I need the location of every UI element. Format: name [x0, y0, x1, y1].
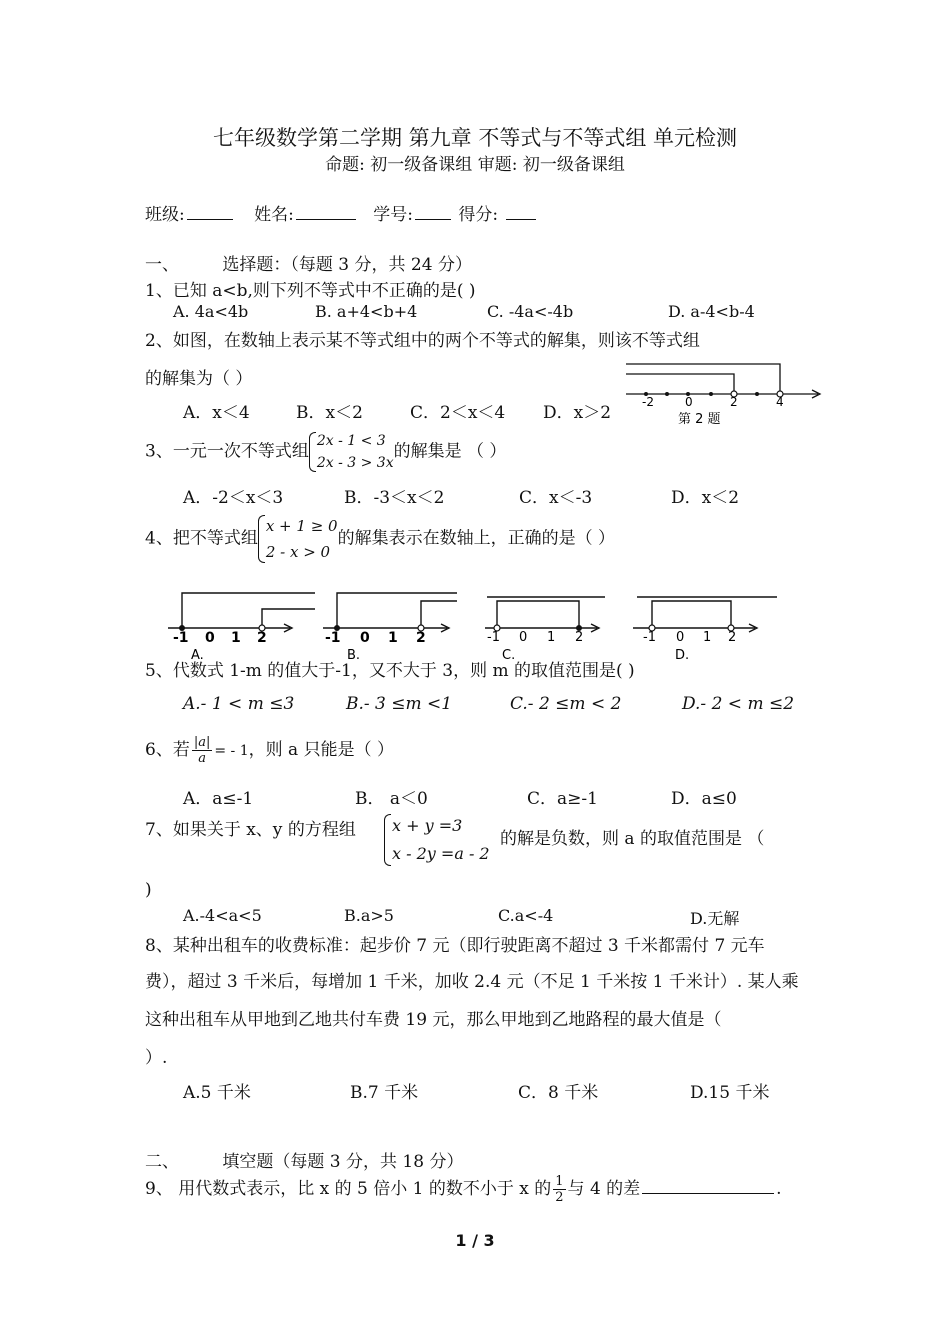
q2-number-line-figure [620, 356, 830, 428]
q6-option-c: C．a≥-1 [527, 789, 598, 809]
q1-option-c: C. -4a<-4b [487, 302, 574, 321]
score-label: 得分: [458, 205, 499, 225]
name-label: 姓名: [254, 205, 294, 225]
question-2-stem-line2: 的解集为（ ） [145, 369, 253, 389]
q4b-label-2: 2 [416, 630, 426, 646]
q9-suffix: 与 4 的差 [567, 1179, 641, 1199]
q4-suffix: 的解集表示在数轴上，正确的是（ ） [337, 528, 615, 549]
question-8-line3: 这种出租车从甲地到乙地共付车费 19 元，那么甲地到乙地路程的最大值是（ [145, 1010, 722, 1030]
q3-option-a: A．-2＜x＜3 [183, 488, 284, 508]
q8-option-c: C．8 千米 [518, 1083, 599, 1103]
q6-equation-rhs: = - 1 [214, 743, 249, 759]
q4d-label-1: 1 [703, 630, 712, 645]
q4b-label-1: 1 [388, 630, 398, 646]
q4-inequality-system [258, 513, 338, 565]
section-2-title: 填空题（每题 3 分，共 18 分） [222, 1152, 464, 1172]
q6-option-b: B． a＜0 [355, 789, 428, 809]
name-blank[interactable] [296, 203, 356, 220]
page-number: 1 / 3 [455, 1231, 495, 1250]
q6-option-d: D．a≤0 [671, 789, 737, 809]
class-blank[interactable] [187, 203, 233, 220]
q9-fraction-numerator: 1 [555, 1174, 564, 1189]
question-9 [145, 1174, 782, 1205]
q5-option-d: D.- 2 < m ≤2 [682, 694, 795, 714]
q6-fraction-numerator: |a| [193, 735, 211, 750]
q4d-label-neg1: -1 [643, 630, 656, 645]
q4c-label-0: 0 [519, 630, 528, 645]
section-1-title: 选择题：（每题 3 分，共 24 分） [222, 255, 472, 275]
q7-system-row-2: x - 2y =a - 2 [392, 844, 490, 863]
q4-option-c-letter: C. [502, 648, 516, 663]
q7-system-row-1: x + y =3 [392, 816, 463, 835]
question-5-stem: 5、代数式 1-m 的值大于-1，又不大于 3，则 m 的取值范围是( ) [145, 661, 635, 681]
q6-prefix: 6、若 [145, 740, 190, 760]
student-info-row [145, 200, 538, 225]
q4-system-row-2: 2 - x > 0 [265, 543, 331, 561]
q4c-label-1: 1 [547, 630, 556, 645]
q2-option-c: C．2＜x＜4 [410, 403, 506, 423]
q9-answer-blank[interactable] [642, 1177, 774, 1194]
q2-option-a: A．x＜4 [183, 403, 250, 423]
q3-option-d: D．x＜2 [671, 488, 740, 508]
q4d-label-0: 0 [676, 630, 685, 645]
section-2-number: 二、 [145, 1152, 179, 1172]
section-1-heading [145, 250, 472, 275]
q4b-label-0: 0 [360, 630, 370, 646]
q7-equation-system [384, 812, 490, 868]
q8-option-d: D.15 千米 [690, 1083, 770, 1103]
page-title: 七年级数学第二学期 第九章 不等式与不等式组 单元检测 [212, 126, 738, 150]
q1-option-b: B. a+4<b+4 [315, 302, 418, 321]
q8-option-a: A.5 千米 [183, 1083, 251, 1103]
question-3 [145, 430, 506, 474]
q4-prefix: 4、把不等式组 [145, 528, 258, 549]
q1-option-d: D. a-4<b-4 [668, 302, 755, 321]
q3-option-c: C．x＜-3 [519, 488, 593, 508]
question-4 [145, 513, 615, 565]
q4a-label-0: 0 [205, 630, 215, 646]
q3-inequality-system [309, 430, 394, 474]
q4c-label-neg1: -1 [487, 630, 500, 645]
question-7-prefix: 7、如果关于 x、y 的方程组 [145, 820, 356, 840]
q9-end: . [776, 1179, 782, 1199]
id-blank[interactable] [415, 203, 451, 220]
q3-system-row-2: 2x - 3 > 3x [316, 455, 394, 471]
q4a-label-2: 2 [257, 630, 267, 646]
q9-fraction [553, 1174, 565, 1205]
question-2-stem-line1: 2、如图，在数轴上表示某不等式组中的两个不等式的解集，则该不等式组 [145, 331, 700, 351]
q2-axis-label-0: 0 [685, 395, 693, 409]
page-subtitle: 命题: 初一级备课组 审题: 初一级备课组 [325, 155, 625, 175]
q7-option-b: B.a>5 [344, 906, 394, 925]
q6-fraction [192, 735, 213, 766]
q6-suffix: ，则 a 只能是（ ） [248, 740, 394, 760]
score-blank[interactable] [506, 203, 536, 220]
q7-option-d: D.无解 [690, 909, 740, 928]
q1-option-a: A. 4a<4b [173, 302, 249, 321]
q4-option-d-letter: D. [675, 648, 690, 663]
q6-fraction-denominator: a [198, 751, 206, 766]
q2-option-b: B．x＜2 [296, 403, 363, 423]
q7-option-a: A.-4<a<5 [183, 906, 262, 925]
q4d-label-2: 2 [728, 630, 737, 645]
q3-suffix: 的解集是 （ ） [393, 441, 507, 462]
q3-system-row-1: 2x - 1 < 3 [316, 433, 386, 449]
q2-axis-label-2: 2 [730, 395, 738, 409]
question-7-line2: ) [145, 880, 152, 900]
q3-prefix: 3、一元一次不等式组 [145, 441, 309, 462]
question-8-line4: ）. [145, 1048, 168, 1068]
q8-option-b: B.7 千米 [350, 1083, 419, 1103]
q3-option-b: B．-3＜x＜2 [344, 488, 445, 508]
question-7-suffix: 的解是负数，则 a 的取值范围是 （ [500, 829, 765, 849]
question-8-line2: 费），超过 3 千米后，每增加 1 千米，加收 2.4 元（不足 1 千米按 1 千米计）. 某人乘 [145, 972, 799, 992]
section-2-heading [145, 1147, 463, 1172]
question-6 [145, 735, 394, 766]
q5-option-c: C.- 2 ≤m < 2 [510, 694, 622, 714]
q6-option-a: A．a≤-1 [183, 789, 254, 809]
question-1-stem: 1、已知 a<b,则下列不等式中不正确的是( ) [145, 281, 476, 301]
q7-option-c: C.a<-4 [498, 906, 554, 925]
q4-option-b-letter: B. [347, 648, 361, 663]
q4a-label-neg1: -1 [173, 630, 189, 646]
q4c-label-2: 2 [575, 630, 584, 645]
section-1-number: 一、 [145, 255, 179, 275]
q5-option-b: B.- 3 ≤m <1 [346, 694, 453, 714]
question-8-line1: 8、某种出租车的收费标准：起步价 7 元（即行驶距离不超过 3 千米都需付 7 元车 [145, 936, 765, 956]
q4a-label-1: 1 [231, 630, 241, 646]
q4b-label-neg1: -1 [325, 630, 341, 646]
id-label: 学号: [373, 205, 414, 225]
q9-prefix: 9、 用代数式表示，比 x 的 5 倍小 1 的数不小于 x 的 [145, 1179, 552, 1199]
q4-options-figure [165, 585, 790, 665]
q2-option-d: D．x＞2 [543, 403, 612, 423]
q5-option-a: A.- 1 < m ≤3 [183, 694, 295, 714]
class-label: 班级: [145, 205, 185, 225]
q2-axis-label-neg2: -2 [642, 395, 654, 409]
q2-figure-caption: 第 2 题 [678, 412, 721, 427]
q9-fraction-denominator: 2 [555, 1190, 564, 1205]
q2-axis-label-4: 4 [776, 395, 784, 409]
q4-option-a-letter: A. [191, 648, 204, 663]
q4-system-row-1: x + 1 ≥ 0 [265, 517, 338, 535]
